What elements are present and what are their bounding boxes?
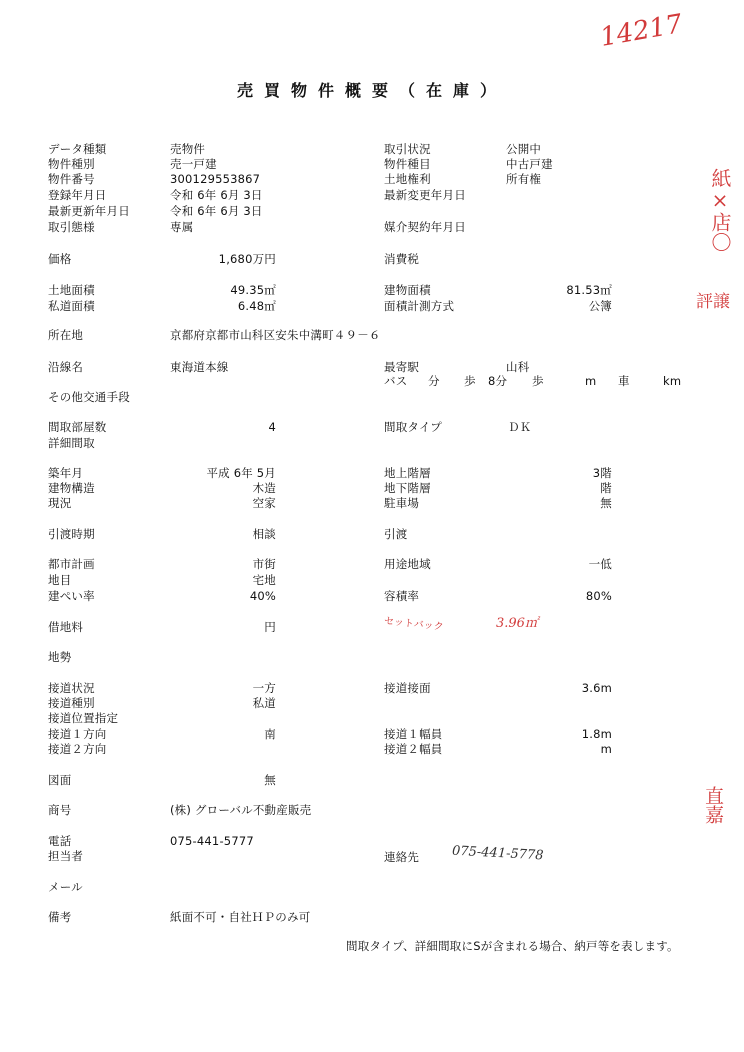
road-pos-label: 接道位置指定 — [48, 711, 119, 725]
remarks-label: 備考 — [48, 910, 72, 924]
handwritten-number: 14217 — [598, 9, 685, 53]
layout-type-label: 間取タイプ — [384, 420, 442, 434]
measure-label: 面積計測方式 — [384, 299, 455, 313]
city-plan-value: 市街 — [252, 557, 276, 571]
agent-contract-label: 媒介契約年月日 — [384, 220, 466, 234]
road-face-value: 3.6m — [581, 681, 612, 695]
type-label: 物件種別 — [48, 157, 95, 171]
coverage-value: 40% — [249, 589, 276, 603]
bus-minutes-unit: 分 — [428, 374, 440, 388]
terrain-label: 地勢 — [48, 650, 72, 664]
floors-below-label: 地下階層 — [384, 481, 431, 495]
building-area-label: 建物面積 — [384, 283, 431, 297]
transaction-label: 取引態様 — [48, 220, 95, 234]
far-label: 容積率 — [384, 589, 420, 603]
parking-label: 駐車場 — [384, 496, 420, 510]
torihiki-value: 公開中 — [506, 142, 542, 156]
road-status-value: 一方 — [252, 681, 276, 695]
handwritten-setback-area: 3.96㎡ — [496, 616, 538, 631]
footnote: 間取タイプ、詳細間取にSが含まれる場合、納戸等を表します。 — [346, 939, 679, 953]
land-cat-value: 宅地 — [252, 573, 276, 587]
phone-label: 電話 — [48, 834, 72, 848]
update-date-value: 令和 6年 6月 3日 — [170, 204, 263, 218]
price-value: 1,680万円 — [218, 252, 276, 266]
road1-width-label: 接道１幅員 — [384, 727, 443, 741]
coverage-label: 建ぺい率 — [48, 589, 95, 603]
land-area-value: 49.35㎡ — [230, 283, 276, 297]
road1-width-value: 1.8m — [581, 727, 612, 741]
handwritten-note-2: 評譲 — [696, 292, 730, 312]
road2-width-value: m — [600, 742, 612, 756]
parking-value: 無 — [600, 496, 612, 510]
drawing-value: 無 — [264, 773, 276, 787]
tax-label: 消費税 — [384, 252, 420, 266]
line-label: 沿線名 — [48, 360, 84, 374]
floors-above-value: 3階 — [592, 466, 612, 480]
lease-label: 借地料 — [48, 620, 84, 634]
layout-detail-label: 詳細間取 — [48, 436, 95, 450]
data-type-label: データ種類 — [48, 142, 107, 156]
built-value: 平成 6年 5月 — [206, 466, 276, 480]
private-road-value: 6.48㎡ — [237, 299, 276, 313]
drawing-label: 図面 — [48, 773, 72, 787]
location-label: 所在地 — [48, 328, 84, 342]
land-right-value: 所有権 — [506, 172, 542, 186]
contact-label: 連絡先 — [384, 850, 420, 864]
road-type-value: 私道 — [252, 696, 276, 710]
mail-label: メール — [48, 880, 83, 894]
walk-minutes-value: 8分 — [488, 374, 508, 388]
reg-date-label: 登録年月日 — [48, 188, 107, 202]
transaction-value: 専属 — [170, 220, 194, 234]
built-label: 築年月 — [48, 466, 84, 480]
station-label: 最寄駅 — [384, 360, 420, 374]
zoning-label: 用途地域 — [384, 557, 431, 571]
walk-label: 歩 — [532, 374, 544, 388]
handwritten-note-1: 紙×店〇 — [708, 168, 732, 252]
road1-dir-value: 南 — [264, 727, 276, 741]
update-date-label: 最新更新年月日 — [48, 204, 130, 218]
remarks-value: 紙面不可・自社ＨＰのみ可 — [170, 910, 311, 924]
distance-unit: m — [585, 374, 597, 388]
handwritten-setback: セットバック — [383, 615, 445, 634]
status-value: 空家 — [252, 496, 276, 510]
far-value: 80% — [585, 589, 612, 603]
land-area-label: 土地面積 — [48, 283, 95, 297]
measure-value: 公簿 — [588, 299, 612, 313]
station-value: 山科 — [506, 360, 530, 374]
bus-walk-label: 歩 — [464, 374, 476, 388]
floors-above-label: 地上階層 — [384, 466, 431, 480]
city-plan-label: 都市計画 — [48, 557, 95, 571]
road1-dir-label: 接道１方向 — [48, 727, 107, 741]
location-value: 京都府京都市山科区安朱中溝町４９－６ — [170, 328, 381, 342]
trade-name-label: 商号 — [48, 803, 72, 817]
reg-date-value: 令和 6年 6月 3日 — [170, 188, 263, 202]
shumoku-value: 中古戸建 — [506, 157, 553, 171]
status-label: 現況 — [48, 496, 72, 510]
layout-type-value: ＤＫ — [508, 420, 532, 434]
price-label: 価格 — [48, 252, 72, 266]
page-title: 売買物件概要（在庫） — [236, 81, 507, 100]
road-type-label: 接道種別 — [48, 696, 95, 710]
handwritten-contact-number: 075-441-5778 — [451, 843, 544, 864]
zoning-value: 一低 — [588, 557, 612, 571]
land-cat-label: 地目 — [48, 573, 72, 587]
last-change-label: 最新変更年月日 — [384, 188, 466, 202]
structure-label: 建物構造 — [48, 481, 95, 495]
torihiki-label: 取引状況 — [384, 142, 431, 156]
road-status-label: 接道状況 — [48, 681, 95, 695]
handwritten-note-3: 直嘉 — [702, 786, 724, 824]
rooms-label: 間取部屋数 — [48, 420, 107, 434]
line-value: 東海道本線 — [170, 360, 229, 374]
number-label: 物件番号 — [48, 172, 95, 186]
handover-label: 引渡 — [384, 527, 408, 541]
building-area-value: 81.53㎡ — [566, 283, 612, 297]
road-face-label: 接道接面 — [384, 681, 431, 695]
road2-width-label: 接道２幅員 — [384, 742, 443, 756]
data-type-value: 売物件 — [170, 142, 206, 156]
lease-value: 円 — [264, 620, 276, 634]
car-label: 車 — [618, 374, 630, 388]
car-km-unit: km — [663, 374, 682, 388]
shumoku-label: 物件種目 — [384, 157, 431, 171]
bus-label: バス — [384, 374, 408, 388]
type-value: 売一戸建 — [170, 157, 217, 171]
other-transport-label: その他交通手段 — [48, 390, 130, 404]
land-right-label: 土地権利 — [384, 172, 431, 186]
floors-below-value: 階 — [600, 481, 612, 495]
rooms-value: 4 — [268, 420, 276, 434]
private-road-label: 私道面積 — [48, 299, 95, 313]
number-value: 300129553867 — [170, 172, 261, 186]
phone-value: 075-441-5777 — [170, 834, 254, 848]
road2-dir-label: 接道２方向 — [48, 742, 107, 756]
handover-time-value: 相談 — [252, 527, 276, 541]
trade-name-value: (株) グローバル不動産販売 — [170, 803, 312, 817]
person-label: 担当者 — [48, 849, 84, 863]
handover-time-label: 引渡時期 — [48, 527, 95, 541]
structure-value: 木造 — [252, 481, 276, 495]
